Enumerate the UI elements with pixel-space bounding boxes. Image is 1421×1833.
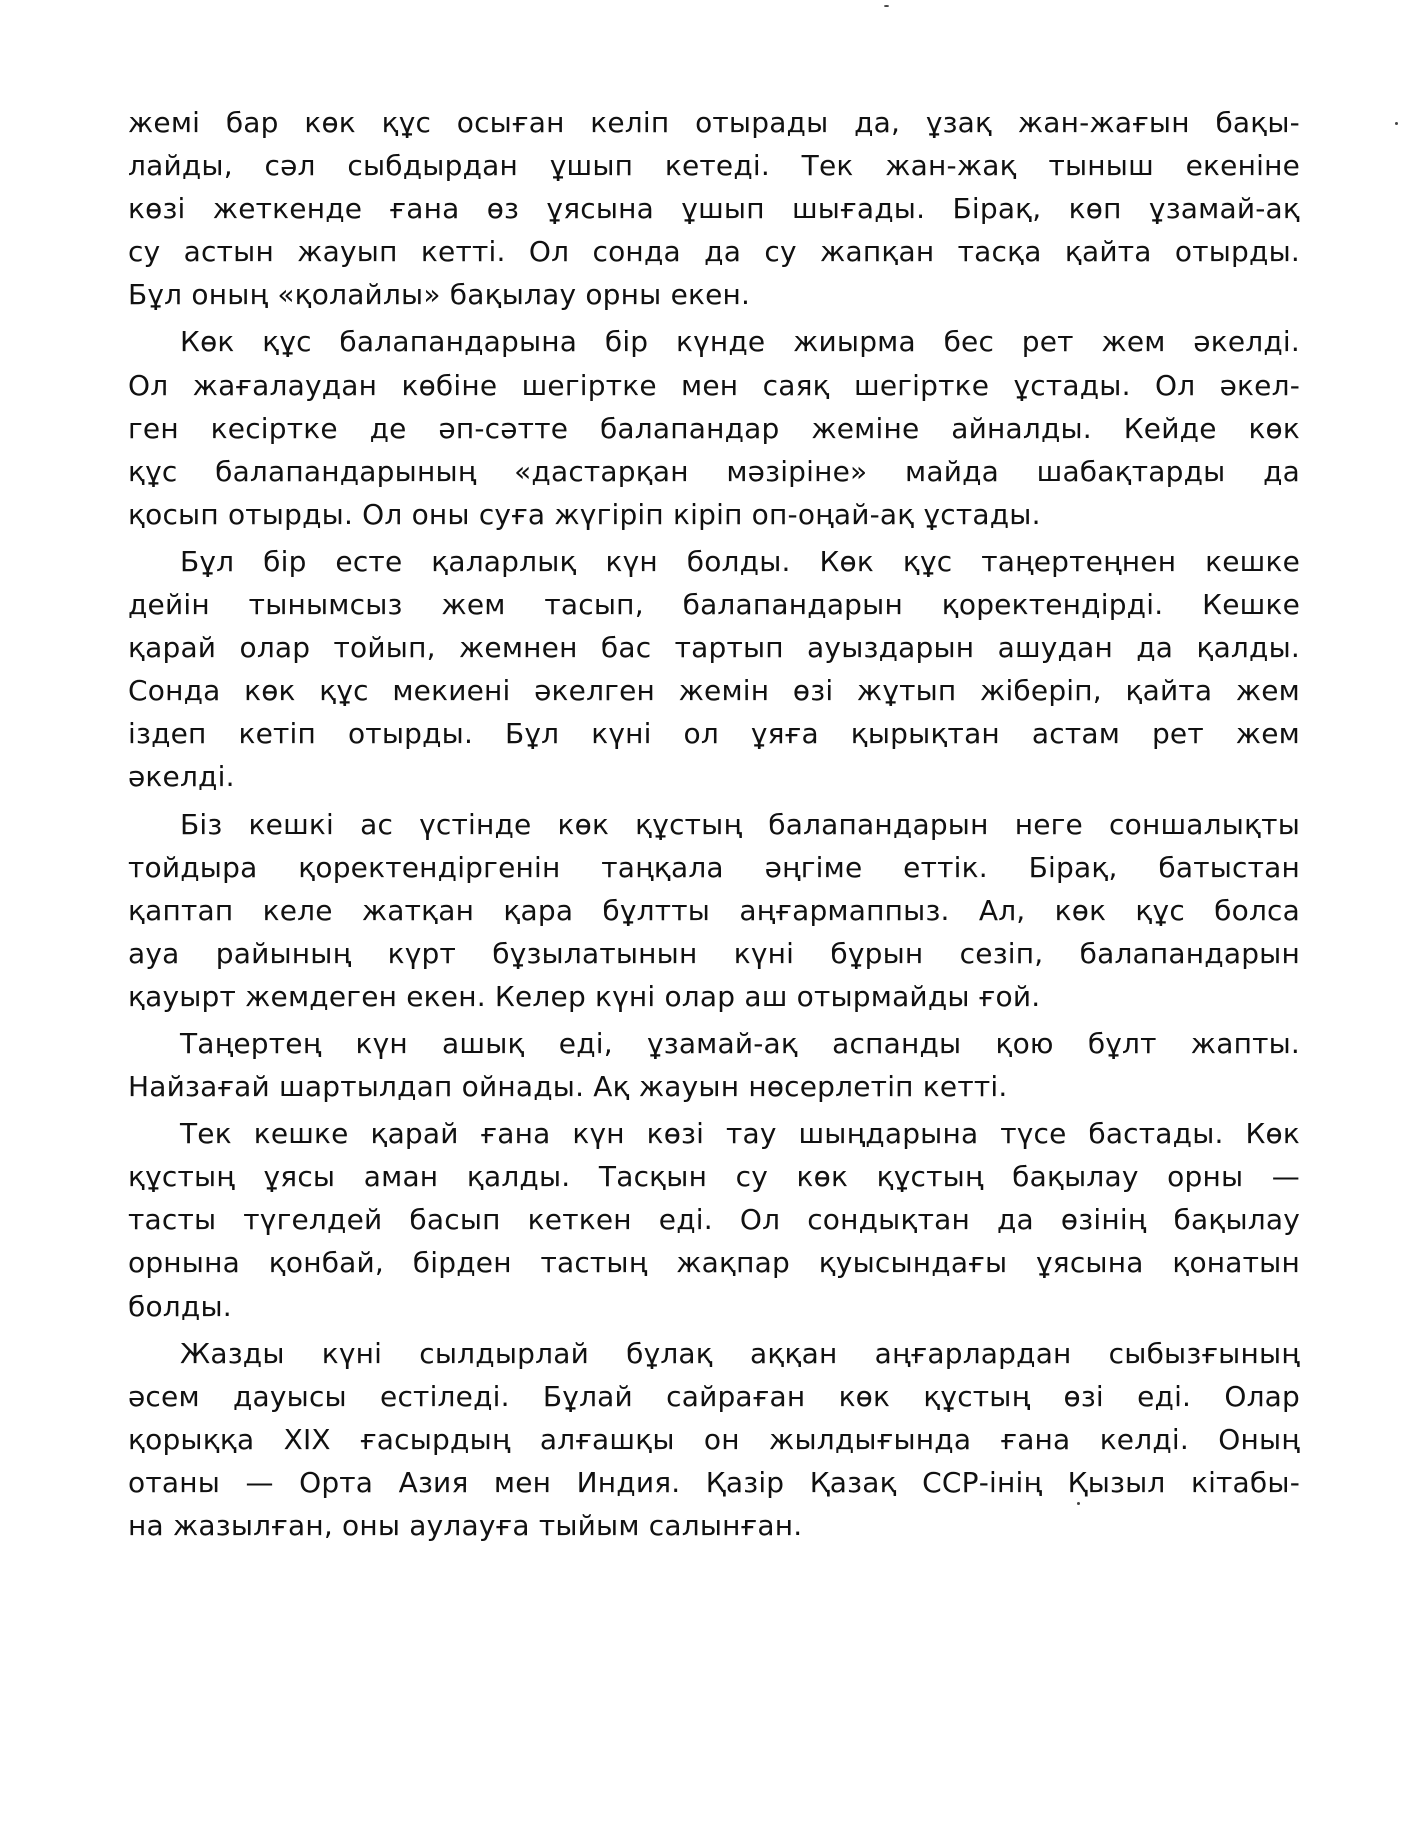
paragraph-4 (128, 803, 1300, 1018)
text-line: құс балапандарының «дастарқан мәзіріне» майда шабақтарды да (128, 454, 1300, 488)
paragraph-3 (128, 540, 1300, 799)
paragraph-6 (128, 1112, 1300, 1327)
body-text (128, 101, 1300, 1547)
scan-speck (884, 5, 889, 7)
paragraph-5 (128, 1022, 1300, 1108)
text-line: Көк құс балапандарына бір күнде жиырма бес рет жем әкелді. (180, 325, 1300, 359)
text-line: орнына қонбай, бірден тастың жақпар қуысындағы ұясына қонатын (128, 1246, 1300, 1280)
text-line: ауа райының күрт бұзылатынын күні бұрын сезіп, балапандарын (128, 936, 1300, 970)
text-line: отаны — Орта Азия мен Индия. Қазір Қазақ ССР-інің Қызыл кітабы- (128, 1465, 1300, 1499)
text-line: на жазылған, оны аулауға тыйым салынған. (128, 1509, 803, 1542)
text-line: қарай олар тойып, жемнен бас тартып ауыздарын ашудан да қалды. (128, 631, 1300, 665)
text-line: Біз кешкі ас үстінде көк құстың балапандарын неге соншалықты (180, 807, 1300, 841)
text-line: Бұл оның «қолайлы» бақылау орны екен. (128, 278, 751, 312)
text-line: қорыққа XIX ғасырдың алғашқы он жылдығында ғана келді. Оның (128, 1422, 1300, 1456)
text-line: іздеп кетіп отырды. Бұл күні ол ұяға қырықтан астам рет жем (128, 717, 1300, 751)
text-line: тойдыра қоректендіргенін таңқала әңгіме еттік. Бірақ, батыстан (128, 850, 1300, 884)
paragraph-2 (128, 320, 1300, 535)
text-line: су астын жауып кетті. Ол сонда да су жапқан тасқа қайта отырды. (128, 235, 1300, 269)
text-line: әсем дауысы естіледі. Бұлай сайраған көк құстың өзі еді. Олар (128, 1379, 1300, 1413)
text-line: дейін тынымсыз жем тасып, балапандарын қоректендірді. Кешке (128, 588, 1300, 622)
text-line: қауырт жемдеген екен. Келер күні олар аш отырмайды ғой. (128, 979, 1041, 1013)
text-line: әкелді. (128, 760, 235, 794)
text-line: Тек кешке қарай ғана күн көзі тау шыңдарына түсе бастады. Көк (180, 1117, 1300, 1151)
scan-speck (1395, 122, 1398, 125)
text-line: Таңертең күн ашық еді, ұзамай-ақ аспанды қою бұлт жапты. (180, 1026, 1300, 1060)
text-line: Сонда көк құс мекиені әкелген жемін өзі жұтып жіберіп, қайта жем (128, 674, 1300, 708)
text-line: құстың ұясы аман қалды. Тасқын су көк құстың бақылау орны — (128, 1160, 1300, 1194)
text-line: Найзағай шартылдап ойнады. Ақ жауын нөсерлетіп кетті. (128, 1070, 1008, 1104)
paragraph-1 (128, 101, 1300, 316)
text-line: Бұл бір есте қаларлық күн болды. Көк құс таңертеңнен кешке (180, 544, 1300, 578)
text-line: жемі бар көк құс осыған келіп отырады да, ұзақ жан-жағын бақы- (128, 106, 1300, 139)
text-line: Жазды күні сылдырлай бұлақ аққан аңғарлардан сыбызғының (180, 1336, 1300, 1370)
paragraph-7 (128, 1332, 1300, 1547)
text-line: қаптап келе жатқан қара бұлтты аңғармаппыз. Ал, көк құс болса (128, 893, 1300, 927)
text-line: тасты түгелдей басып кеткен еді. Ол сондықтан да өзінің бақылау (128, 1203, 1300, 1237)
text-line: лайды, сәл сыбдырдан ұшып кетеді. Тек жан-жақ тыныш екеніне (128, 149, 1300, 183)
text-line: ген кесіртке де әп-сәтте балапандар жеміне айналды. Кейде көк (128, 411, 1300, 445)
text-line: қосып отырды. Ол оны суға жүгіріп кіріп оп-оңай-ақ ұстады. (128, 497, 1041, 531)
text-line: Ол жағалаудан көбіне шегіртке мен саяқ шегіртке ұстады. Ол әкел- (128, 368, 1300, 402)
text-line: болды. (128, 1289, 232, 1323)
text-line: көзі жеткенде ғана өз ұясына ұшып шығады. Бірақ, көп ұзамай-ақ (128, 192, 1300, 226)
